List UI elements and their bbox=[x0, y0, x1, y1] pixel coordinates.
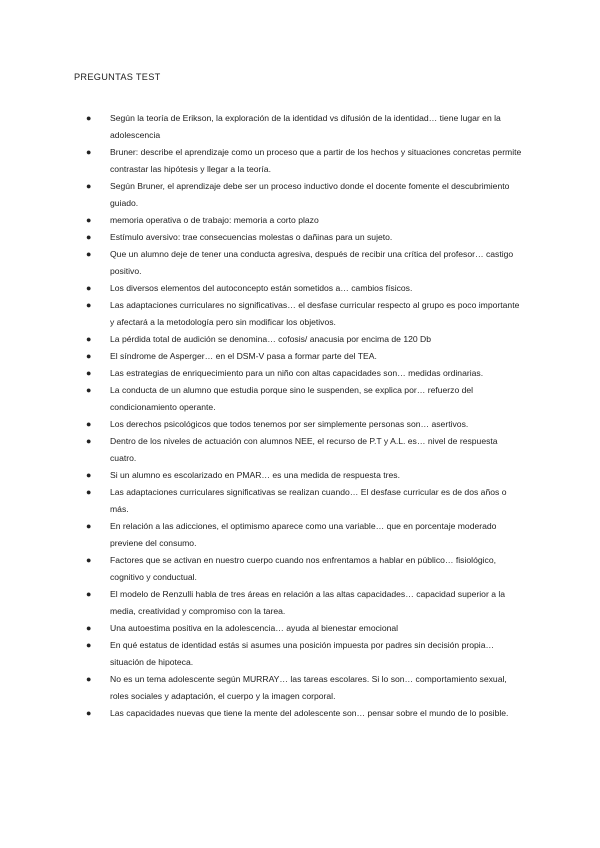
list-item bbox=[86, 178, 526, 212]
bullet-icon: ● bbox=[86, 147, 92, 157]
bullet-icon: ● bbox=[86, 708, 92, 718]
list-item bbox=[86, 416, 526, 433]
page-title: PREGUNTAS TEST bbox=[74, 72, 161, 82]
bullet-icon: ● bbox=[86, 113, 92, 123]
list-item bbox=[86, 331, 526, 348]
list-item-text: Bruner: describe el aprendizaje como un proceso que a partir de los hechos y situaciones concretas permite contrastar las hipótesis y llegar a la teoría. bbox=[110, 147, 522, 174]
list-item-text: Si un alumno es escolarizado en PMAR… es una medida de respuesta tres. bbox=[110, 470, 400, 480]
bullet-icon: ● bbox=[86, 487, 92, 497]
bullet-icon: ● bbox=[86, 334, 92, 344]
list-item bbox=[86, 433, 526, 467]
bullet-icon: ● bbox=[86, 215, 92, 225]
list-item-text: Las capacidades nuevas que tiene la mente del adolescente son… pensar sobre el mundo de lo posible. bbox=[110, 708, 509, 718]
list-item bbox=[86, 212, 526, 229]
list-item-text: El modelo de Renzulli habla de tres áreas en relación a las altas capacidades… capacidad superior a la media, creatividad y compromiso con la tarea. bbox=[110, 589, 506, 616]
list-item bbox=[86, 280, 526, 297]
list-item-text: Dentro de los niveles de actuación con alumnos NEE, el recurso de P.T y A.L. es… nivel de respuesta cuatro. bbox=[110, 436, 498, 463]
list-item-text: Los derechos psicológicos que todos tenemos por ser simplemente personas son… asertivos. bbox=[110, 419, 469, 429]
list-item bbox=[86, 671, 526, 705]
bullet-icon: ● bbox=[86, 470, 92, 480]
list-item-text: Las adaptaciones curriculares no significativas… el desfase curricular respecto al grupo es poco importante y afectará a la metodología pero sin modificar los objetivos. bbox=[110, 300, 520, 327]
list-item-text: Las estrategias de enriquecimiento para un niño con altas capacidades son… medidas ordinarias. bbox=[110, 368, 484, 378]
list-item-text: Una autoestima positiva en la adolescencia… ayuda al bienestar emocional bbox=[110, 623, 399, 633]
list-item-text: Según Bruner, el aprendizaje debe ser un proceso inductivo donde el docente fomente el descubrimiento guiado. bbox=[110, 181, 510, 208]
list-item-text: Las adaptaciones curriculares significativas se realizan cuando… El desfase curricular es de dos años o más. bbox=[110, 487, 507, 514]
list-item bbox=[86, 484, 526, 518]
list-item bbox=[86, 586, 526, 620]
list-item-text: Los diversos elementos del autoconcepto están sometidos a… cambios físicos. bbox=[110, 283, 413, 293]
list-item bbox=[86, 552, 526, 586]
list-item bbox=[86, 110, 526, 144]
list-item bbox=[86, 467, 526, 484]
list-item bbox=[86, 229, 526, 246]
bullet-icon: ● bbox=[86, 368, 92, 378]
list-item-text: El síndrome de Asperger… en el DSM-V pasa a formar parte del TEA. bbox=[110, 351, 377, 361]
list-item bbox=[86, 297, 526, 331]
list-item bbox=[86, 246, 526, 280]
bullet-icon: ● bbox=[86, 589, 92, 599]
bullet-icon: ● bbox=[86, 521, 92, 531]
list-item-text: En qué estatus de identidad estás si asumes una posición impuesta por padres sin decisión propia… situación de hipoteca. bbox=[110, 640, 495, 667]
list-item-text: memoria operativa o de trabajo: memoria a corto plazo bbox=[110, 215, 319, 225]
list-item bbox=[86, 637, 526, 671]
list-item bbox=[86, 620, 526, 637]
bullet-icon: ● bbox=[86, 623, 92, 633]
bullet-icon: ● bbox=[86, 385, 92, 395]
bullet-icon: ● bbox=[86, 181, 92, 191]
bullet-icon: ● bbox=[86, 351, 92, 361]
bullet-icon: ● bbox=[86, 300, 92, 310]
list-item bbox=[86, 518, 526, 552]
list-item bbox=[86, 144, 526, 178]
list-item bbox=[86, 382, 526, 416]
list-item-text: Factores que se activan en nuestro cuerpo cuando nos enfrentamos a hablar en público… fisiológico, cognitivo y conductual. bbox=[110, 555, 496, 582]
list-item-text: Según la teoría de Erikson, la exploración de la identidad vs difusión de la identidad… tiene lugar en la adolescencia bbox=[110, 113, 501, 140]
list-item-text: La pérdida total de audición se denomina… cofosis/ anacusia por encima de 120 Db bbox=[110, 334, 432, 344]
list-item-text: No es un tema adolescente según MURRAY… las tareas escolares. Si lo son… comportamiento sexual, roles sociales y adaptación, el cuerpo y la imagen corporal. bbox=[110, 674, 507, 701]
list-item-text: En relación a las adicciones, el optimismo aparece como una variable… que en porcentaje moderado previene del consumo. bbox=[110, 521, 497, 548]
list-item bbox=[86, 348, 526, 365]
question-list bbox=[86, 110, 526, 722]
bullet-icon: ● bbox=[86, 555, 92, 565]
bullet-icon: ● bbox=[86, 436, 92, 446]
list-item-text: Que un alumno deje de tener una conducta agresiva, después de recibir una crítica del profesor… castigo positivo. bbox=[110, 249, 514, 276]
list-item bbox=[86, 705, 526, 722]
list-item-text: La conducta de un alumno que estudia porque sino le suspenden, se explica por… refuerzo del condicionamiento operante. bbox=[110, 385, 474, 412]
bullet-icon: ● bbox=[86, 249, 92, 259]
list-item bbox=[86, 365, 526, 382]
bullet-icon: ● bbox=[86, 419, 92, 429]
list-item-text: Estímulo aversivo: trae consecuencias molestas o dañinas para un sujeto. bbox=[110, 232, 393, 242]
bullet-icon: ● bbox=[86, 283, 92, 293]
bullet-icon: ● bbox=[86, 674, 92, 684]
bullet-icon: ● bbox=[86, 640, 92, 650]
bullet-icon: ● bbox=[86, 232, 92, 242]
